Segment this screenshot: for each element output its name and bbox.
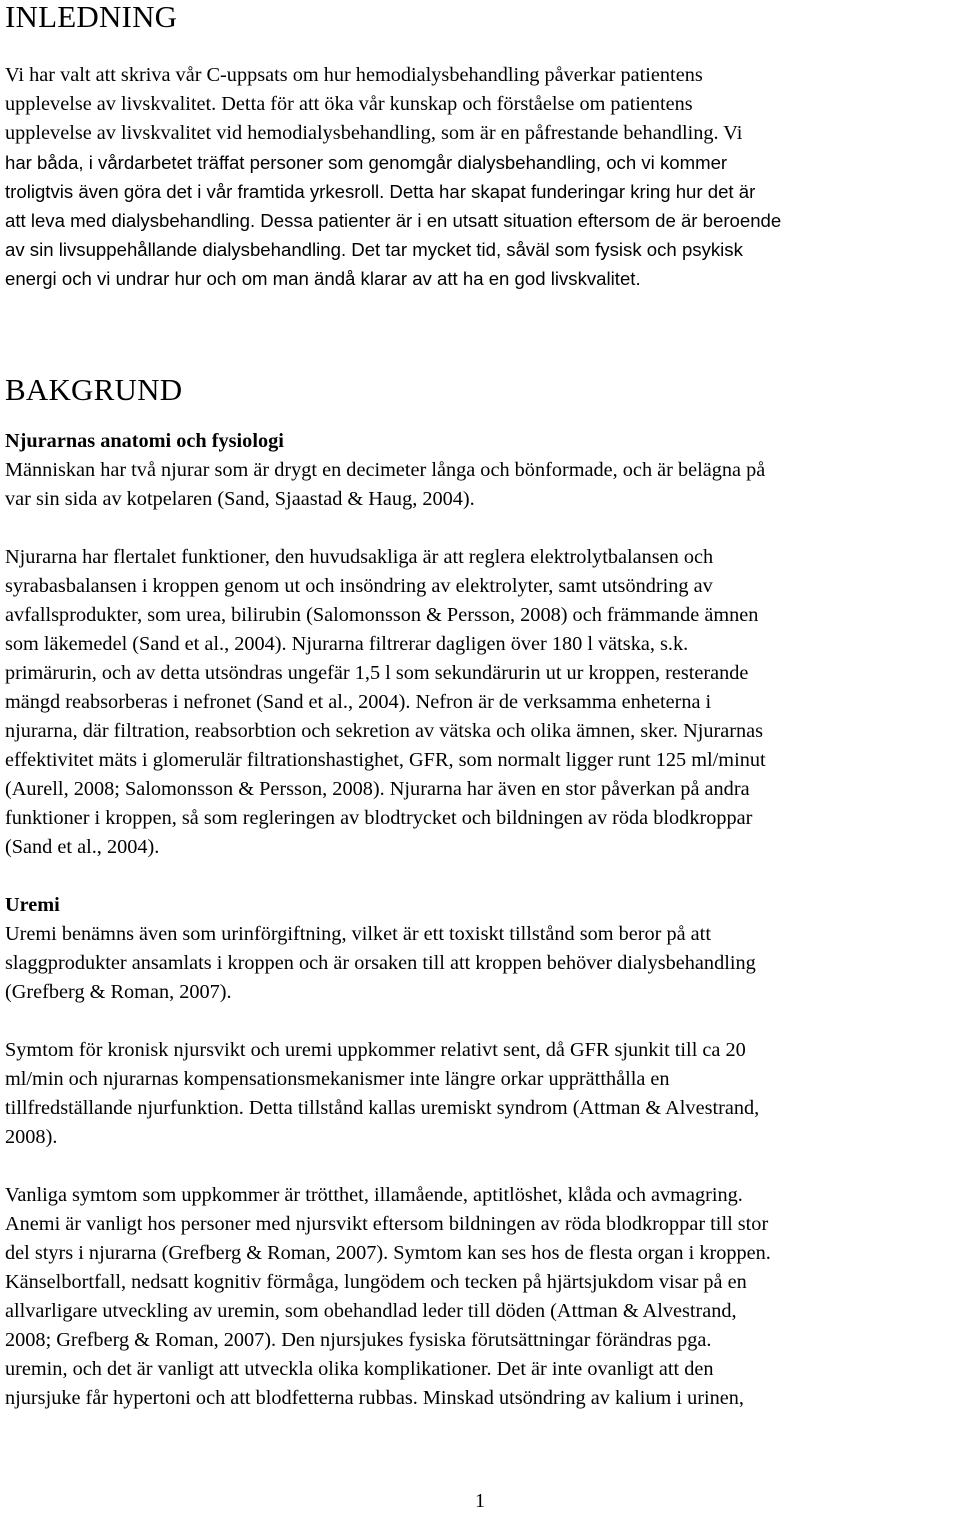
text-line: primärurin, och av detta utsöndras ungefär 1,5 l som sekundärurin ut ur kroppen, resterande	[5, 662, 749, 684]
text-line: var sin sida av kotpelaren (Sand, Sjaastad & Haug, 2004).	[5, 488, 475, 510]
anatomi-paragraph-1	[5, 456, 957, 514]
text-line: upplevelse av livskvalitet vid hemodialysbehandling, som är en påfrestande behandling. Vi	[5, 122, 743, 144]
inledning-paragraph-sans	[5, 148, 957, 293]
text-line: uremin, och det är vanligt att utveckla olika komplikationer. Det är inte ovanligt att den	[5, 1358, 714, 1380]
text-line: att leva med dialysbehandling. Dessa patienter är i en utsatt situation eftersom de är beroende	[5, 210, 782, 231]
text-line: energi och vi undrar hur och om man ändå klarar av att ha en god livskvalitet.	[5, 268, 641, 289]
subheading-anatomi: Njurarnas anatomi och fysiologi	[5, 430, 284, 452]
text-line: allvarligare utveckling av uremin, som obehandlad leder till döden (Attman & Alvestrand,	[5, 1300, 737, 1322]
uremi-paragraph-3	[5, 1181, 957, 1413]
inledning-paragraph	[5, 61, 957, 148]
text-line: ml/min och njurarnas kompensationsmekanismer inte längre orkar upprätthålla en	[5, 1068, 670, 1090]
anatomi-paragraph-2	[5, 543, 957, 862]
text-line: av sin livsuppehållande dialysbehandling. Det tar mycket tid, såväl som fysisk och psykisk	[5, 239, 743, 260]
text-line: 2008).	[5, 1126, 58, 1148]
text-line: Symtom för kronisk njursvikt och uremi uppkommer relativt sent, då GFR sjunkit till ca 20	[5, 1039, 746, 1061]
uremi-paragraph-1	[5, 920, 957, 1007]
heading-bakgrund: BAKGRUND	[5, 372, 183, 407]
text-line: njursjuke får hypertoni och att blodfetterna rubbas. Minskad utsöndring av kalium i urinen,	[5, 1387, 744, 1409]
text-line: som läkemedel (Sand et al., 2004). Njurarna filtrerar dagligen över 180 l vätska, s.k.	[5, 633, 689, 655]
text-line: syrabasbalansen i kroppen genom ut och insöndring av elektrolyter, samt utsöndring av	[5, 575, 713, 597]
text-line: Anemi är vanligt hos personer med njursvikt eftersom bildningen av röda blodkroppar till stor	[5, 1213, 769, 1235]
text-line: mängd reabsorberas i nefronet (Sand et al., 2004). Nefron är de verksamma enheterna i	[5, 691, 712, 713]
text-line: effektivitet mäts i glomerulär filtrationshastighet, GFR, som normalt ligger runt 125 ml/minut	[5, 749, 766, 771]
text-line: Njurarna har flertalet funktioner, den huvudsakliga är att reglera elektrolytbalansen och	[5, 546, 714, 568]
text-line: 2008; Grefberg & Roman, 2007). Den njursjukes fysiska förutsättningar förändras pga.	[5, 1329, 712, 1351]
text-line: troligtvis även göra det i vår framtida yrkesroll. Detta har skapat funderingar kring hur det är	[5, 181, 756, 202]
document-page	[5, 0, 957, 1413]
text-line: Vanliga symtom som uppkommer är trötthet, illamående, aptitlöshet, klåda och avmagring.	[5, 1184, 743, 1206]
heading-inledning: INLEDNING	[5, 0, 178, 34]
text-line: njurarna, där filtration, reabsorbtion och sekretion av vätska och olika ämnen, sker. Njurarnas	[5, 720, 764, 742]
text-line: funktioner i kroppen, så som regleringen av blodtrycket och bildningen av röda blodkroppar	[5, 807, 753, 829]
text-line: Uremi benämns även som urinförgiftning, vilket är ett toxiskt tillstånd som beror på att	[5, 923, 711, 945]
text-line: (Grefberg & Roman, 2007).	[5, 981, 232, 1003]
text-line: del styrs i njurarna (Grefberg & Roman, 2007). Symtom kan ses hos de flesta organ i kroppen.	[5, 1242, 771, 1264]
page-number: 1	[475, 1490, 485, 1512]
text-line: Känselbortfall, nedsatt kognitiv förmåga, lungödem och tecken på hjärtsjukdom visar på en	[5, 1271, 747, 1293]
text-line: Vi har valt att skriva vår C-uppsats om hur hemodialysbehandling påverkar patientens	[5, 64, 703, 86]
text-line: (Sand et al., 2004).	[5, 836, 160, 858]
text-line: tillfredställande njurfunktion. Detta tillstånd kallas uremiskt syndrom (Attman & Alvestrand,	[5, 1097, 760, 1119]
text-line: avfallsprodukter, som urea, bilirubin (Salomonsson & Persson, 2008) och främmande ämnen	[5, 604, 759, 626]
text-line: upplevelse av livskvalitet. Detta för att öka vår kunskap och förståelse om patientens	[5, 93, 693, 115]
text-line: Människan har två njurar som är drygt en decimeter långa och bönformade, och är belägna på	[5, 459, 766, 481]
text-line: har båda, i vårdarbetet träffat personer som genomgår dialysbehandling, och vi kommer	[5, 152, 728, 173]
text-line: (Aurell, 2008; Salomonsson & Persson, 2008). Njurarna har även en stor påverkan på andra	[5, 778, 750, 800]
text-line: slaggprodukter ansamlats i kroppen och är orsaken till att kroppen behöver dialysbehandling	[5, 952, 756, 974]
subheading-uremi: Uremi	[5, 894, 60, 916]
uremi-paragraph-2	[5, 1036, 957, 1152]
